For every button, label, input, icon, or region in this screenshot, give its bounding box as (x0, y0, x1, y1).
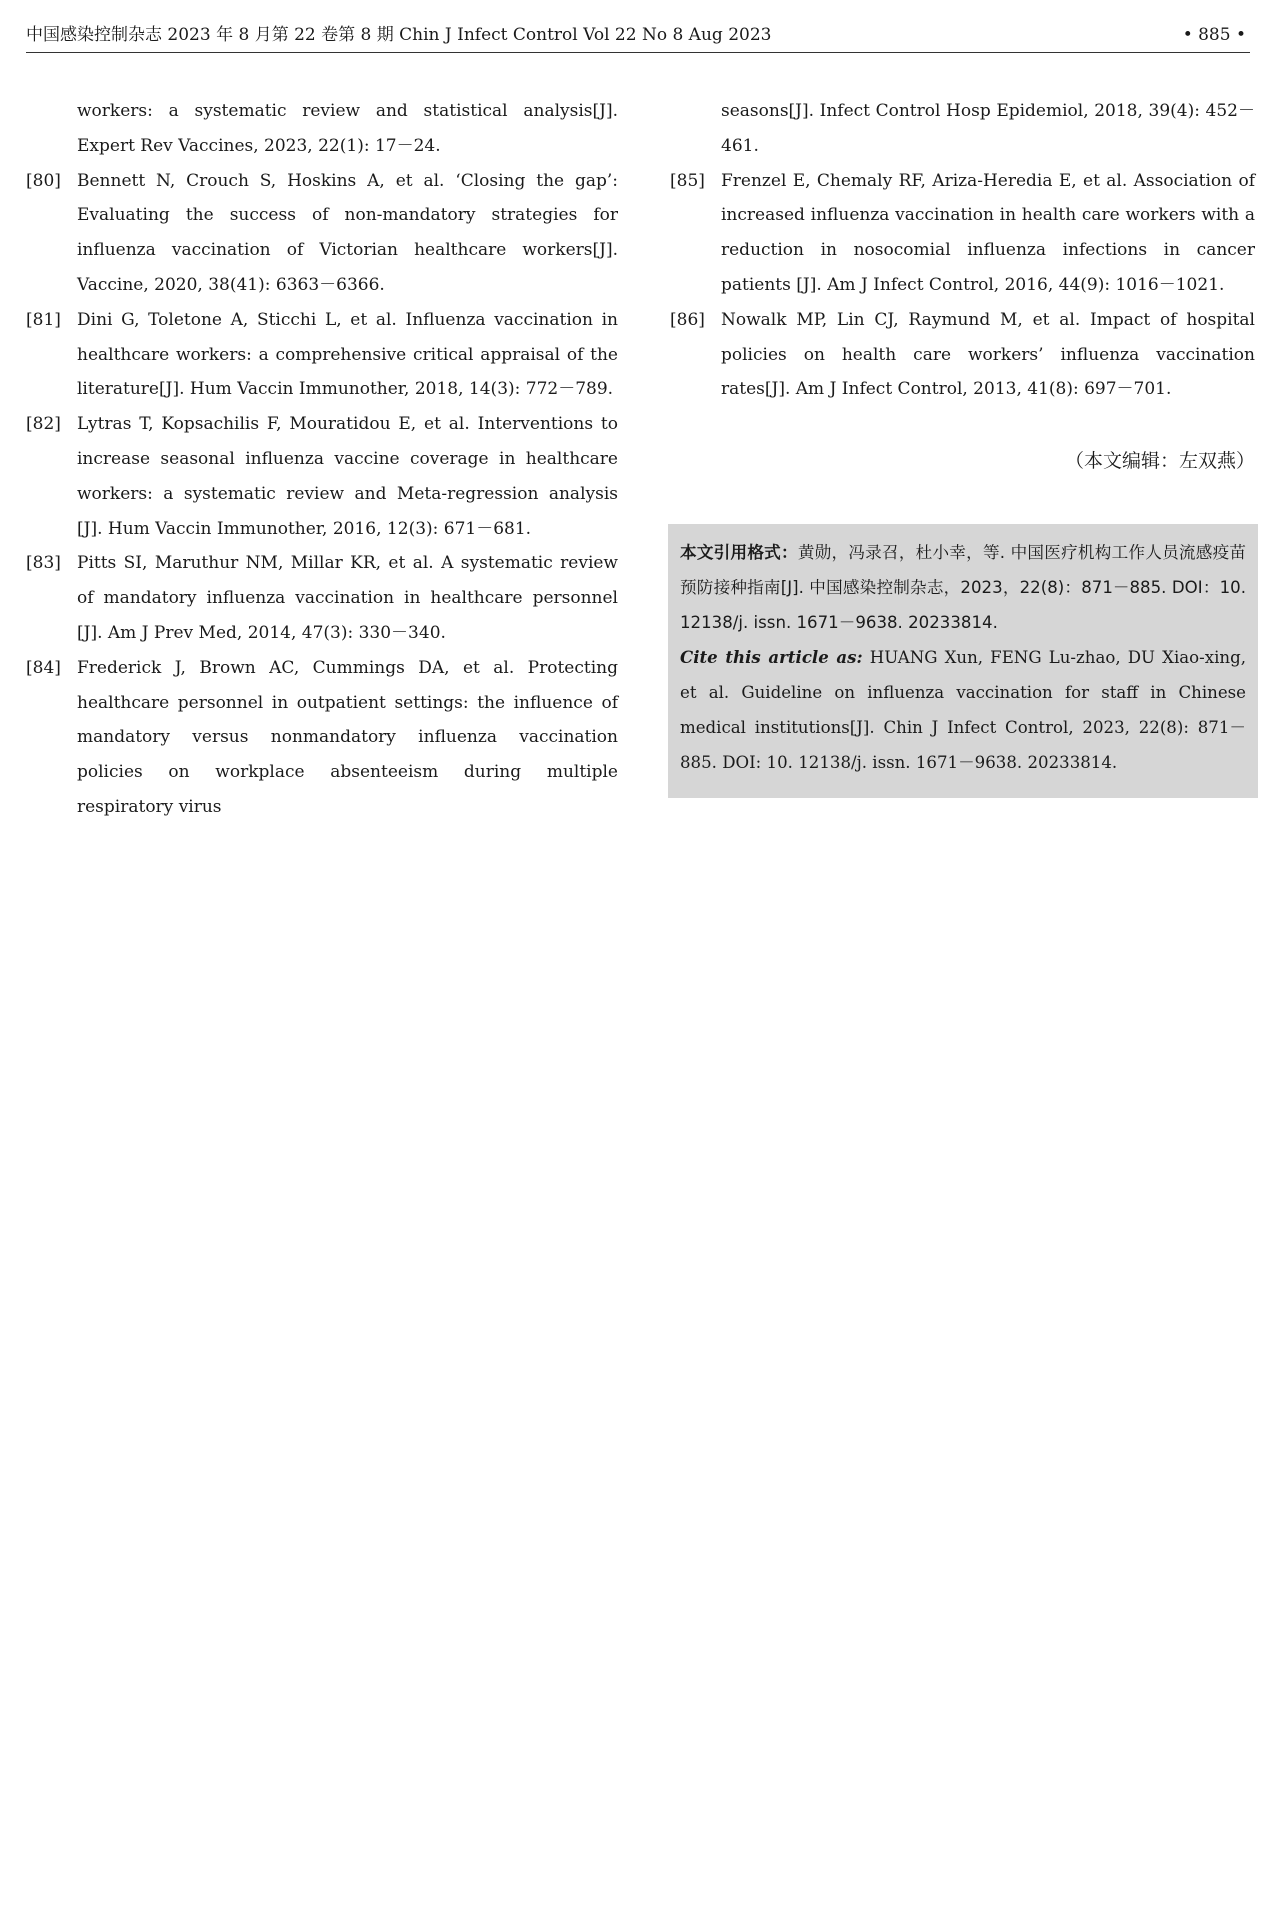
citation-box (668, 524, 1258, 798)
reference-number: [81] (26, 309, 61, 330)
reference-text: Frederick J, Brown AC, Cummings DA, et al. Protecting healthcare personnel in outpatient settings: the influence of mandatory versus nonmandatory influenza vaccination policies on workplace absenteeism during multiple respiratory virus (77, 657, 618, 817)
reference-item (670, 303, 1255, 407)
reference-item (26, 164, 618, 303)
citation-en-text: HUANG Xun, FENG Lu-zhao, DU Xiao-xing, et al. Guideline on influenza vaccination for staff in Chinese medical institutions[J]. Chin J Infect Control, 2023, 22(8): 871－885. DOI: 10. 12138/j. issn. 1671－9638. 20233814. (680, 648, 1246, 772)
reference-number: [84] (26, 657, 61, 678)
reference-text: Nowalk MP, Lin CJ, Raymund M, et al. Impact of hospital policies on health care workers’ influenza vaccination rates[J]. Am J Infect Control, 2013, 41(8): 697－701. (721, 309, 1255, 400)
editor-note: （本文编辑：左双燕） (1064, 450, 1255, 472)
running-header (26, 22, 1250, 53)
citation-zh (680, 536, 1246, 640)
reference-number: [86] (670, 309, 705, 330)
reference-item (26, 546, 618, 650)
reference-continuation: seasons[J]. Infect Control Hosp Epidemiol, 2018, 39(4): 452－461. (721, 101, 1255, 156)
reference-number: [83] (26, 553, 61, 574)
citation-zh-label: 本文引用格式： (680, 543, 798, 562)
citation-en-label: Cite this article as: (680, 647, 863, 668)
page-number: • 885 • (1182, 25, 1246, 45)
reference-number: [80] (26, 170, 61, 191)
reference-number: [85] (670, 170, 705, 191)
reference-number: [82] (26, 414, 61, 435)
journal-info: 中国感染控制杂志 2023 年 8 月第 22 卷第 8 期 Chin J Infect Control Vol 22 No 8 Aug 2023 (26, 25, 772, 45)
citation-en (680, 640, 1246, 780)
reference-text: Pitts SI, Maruthur NM, Millar KR, et al. A systematic review of mandatory influenza vaccination in healthcare personnel [J]. Am J Prev Med, 2014, 47(3): 330－340. (77, 553, 618, 643)
citation-zh-text: 黄勋，冯录召，杜小幸，等. 中国医疗机构工作人员流感疫苗预防接种指南[J]. 中国感染控制杂志，2023，22(8)：871－885. DOI：10. 12138/j. issn. 1671－9638. 20233814. (680, 543, 1246, 632)
reference-text: Dini G, Toletone A, Sticchi L, et al. Influenza vaccination in healthcare workers: a comprehensive critical appraisal of the literature[J]. Hum Vaccin Immunother, 2018, 14(3): 772－789. (77, 309, 618, 400)
reference-text: Lytras T, Kopsachilis F, Mouratidou E, et al. Interventions to increase seasonal influenza vaccine coverage in healthcare workers: a systematic review and Meta-regression analysis [J]. Hum Vaccin Immunother, 2016, 12(3): 671－681. (77, 414, 618, 539)
reference-item (26, 651, 618, 825)
reference-item (26, 407, 618, 546)
right-column (670, 94, 1255, 407)
reference-continuation: workers: a systematic review and statistical analysis[J]. Expert Rev Vaccines, 2023, 22(1): 17－24. (77, 101, 618, 156)
reference-item (26, 303, 618, 407)
reference-item (670, 164, 1255, 303)
left-column (26, 94, 618, 825)
reference-text: Bennett N, Crouch S, Hoskins A, et al. ‘Closing the gap’: Evaluating the success of non-mandatory strategies for influenza vaccination of Victorian healthcare workers[J]. Vaccine, 2020, 38(41): 6363－6366. (77, 170, 618, 295)
reference-text: Frenzel E, Chemaly RF, Ariza-Heredia E, et al. Association of increased influenza vaccination in health care workers with a reduction in nosocomial influenza infections in cancer patients [J]. Am J Infect Control, 2016, 44(9): 1016－1021. (721, 170, 1255, 295)
